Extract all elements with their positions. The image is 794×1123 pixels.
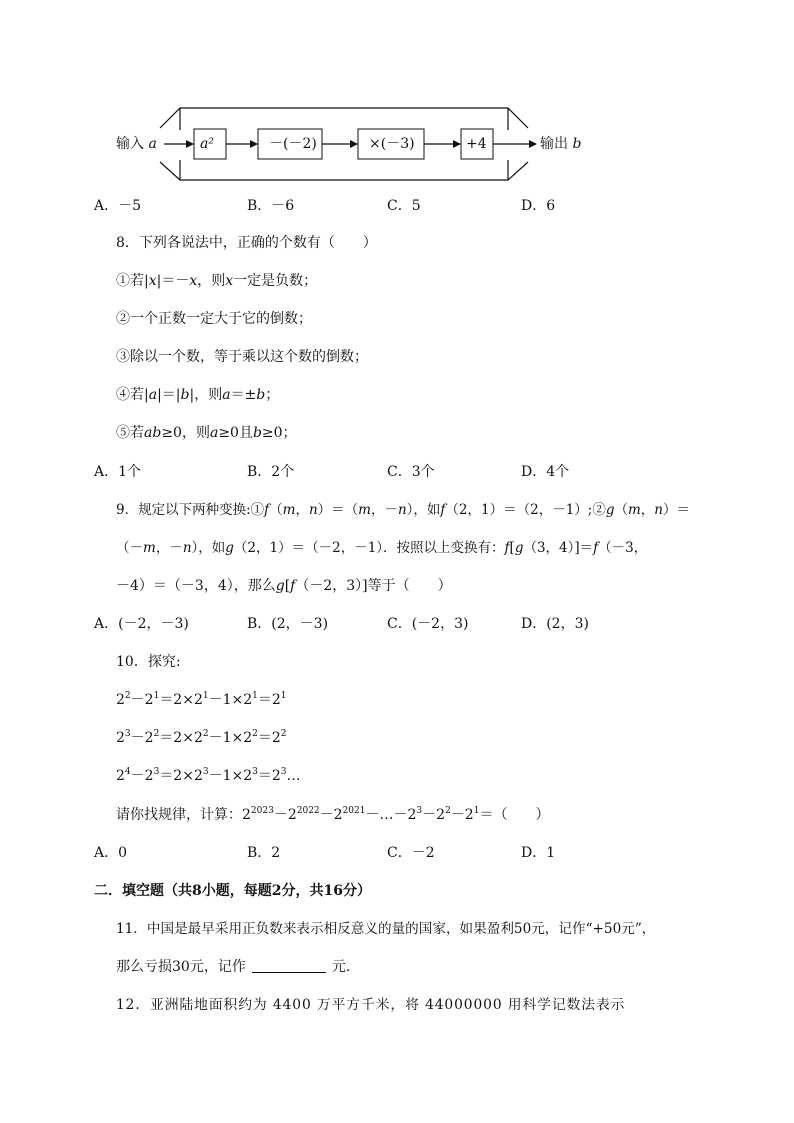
q11-line-2 bbox=[116, 957, 360, 977]
q7-option-b: B．－6 bbox=[247, 198, 295, 214]
q7-option-c: C．5 bbox=[387, 198, 421, 214]
q8-stem: 8．下列各说法中，正确的个数有（ ） bbox=[116, 235, 377, 251]
flow-step-3: ×(－3) bbox=[369, 136, 415, 152]
q10-calc: 请你找规律，计算：$2^{2023}-2^{2022}-2^{2021}-\dots-2^3-2^2-2^1=$（ ） bbox=[116, 806, 550, 823]
q9-option-c: C．(－2，3) bbox=[387, 616, 469, 632]
q7-option-d: D．6 bbox=[521, 198, 556, 214]
flow-output bbox=[540, 134, 581, 154]
q10-example-3: $2^4-2^3=2\times 2^3-1\times 2^3=2^3\dots$ bbox=[116, 767, 301, 784]
q8-option-b: B．2个 bbox=[247, 464, 295, 480]
flow-input bbox=[116, 134, 157, 154]
q8-statement-1: ①若|x|＝－x，则x一定是负数； bbox=[116, 273, 318, 289]
q9-line-3: －4）＝（－3，4），那么g[f（－2，3）]等于（ ） bbox=[116, 578, 452, 594]
q11-text-after-blank: 元． bbox=[331, 959, 360, 975]
q8-option-a: A．1个 bbox=[94, 464, 142, 480]
q10-option-a: A．0 bbox=[94, 845, 128, 861]
q11-answer-blank[interactable] bbox=[252, 958, 326, 973]
flow-step-2: －(－2) bbox=[269, 136, 317, 152]
q11-text-before-blank: 那么亏损30元，记作 bbox=[116, 959, 246, 975]
flow-input-var: a bbox=[148, 136, 157, 152]
q9-option-d: D．(2，3) bbox=[521, 616, 589, 632]
q11-line-1: 11．中国是最早采用正负数来表示相反意义的量的国家，如果盈利50元，记作“+50元”， bbox=[116, 921, 656, 937]
q10-example-1: $2^2-2^1=2\times 2^1-1\times 2^1=2^1$ bbox=[116, 691, 287, 708]
q10-option-c: C．－2 bbox=[387, 845, 435, 861]
flow-output-label: 输出 bbox=[540, 136, 568, 152]
q8-option-c: C．3个 bbox=[387, 464, 435, 480]
flowchart bbox=[0, 0, 794, 200]
q9-line-2: （－m，－n），如g（2，1）＝（－2，－1）．按照以上变换有：f[g（3，4）]＝f（－3， bbox=[116, 540, 648, 556]
q10-option-b: B．2 bbox=[247, 845, 281, 861]
q10-option-d: D．1 bbox=[521, 845, 556, 861]
q8-statement-4: ④若|a|＝|b|，则a＝±b； bbox=[116, 387, 280, 403]
q7-option-a: A．－5 bbox=[94, 198, 142, 214]
q10-stem: 10．探究: bbox=[116, 654, 181, 670]
flow-step-4: +4 bbox=[466, 136, 487, 152]
q12-line-1: 12．亚洲陆地面积约为 4400 万平方千米，将 44000000 用科学记数法表示 bbox=[116, 997, 626, 1013]
q8-statement-5: ⑤若ab≥0，则a≥0且b≥0； bbox=[116, 425, 297, 441]
flow-step-1: a² bbox=[200, 136, 214, 152]
q10-example-2: $2^3-2^2=2\times 2^2-1\times 2^2=2^2$ bbox=[116, 729, 287, 746]
q9-option-b: B．(2，－3) bbox=[247, 616, 329, 632]
q8-statement-2: ②一个正数一定大于它的倒数； bbox=[116, 311, 312, 327]
q8-option-d: D．4个 bbox=[521, 464, 570, 480]
q8-statement-3: ③除以一个数，等于乘以这个数的倒数； bbox=[116, 349, 368, 365]
section-title-fill-in: 二．填空题（共8小题，每题2分，共16分） bbox=[94, 883, 371, 899]
q9-option-a: A．(－2，－3) bbox=[94, 616, 189, 632]
q9-line-1: 9．规定以下两种变换:①f（m，n）＝（m，－n），如f（2，1）＝（2，－1）;②g（m，n）＝ bbox=[116, 502, 690, 518]
flow-output-var: b bbox=[572, 136, 582, 152]
flow-input-label: 输入 bbox=[116, 136, 144, 152]
